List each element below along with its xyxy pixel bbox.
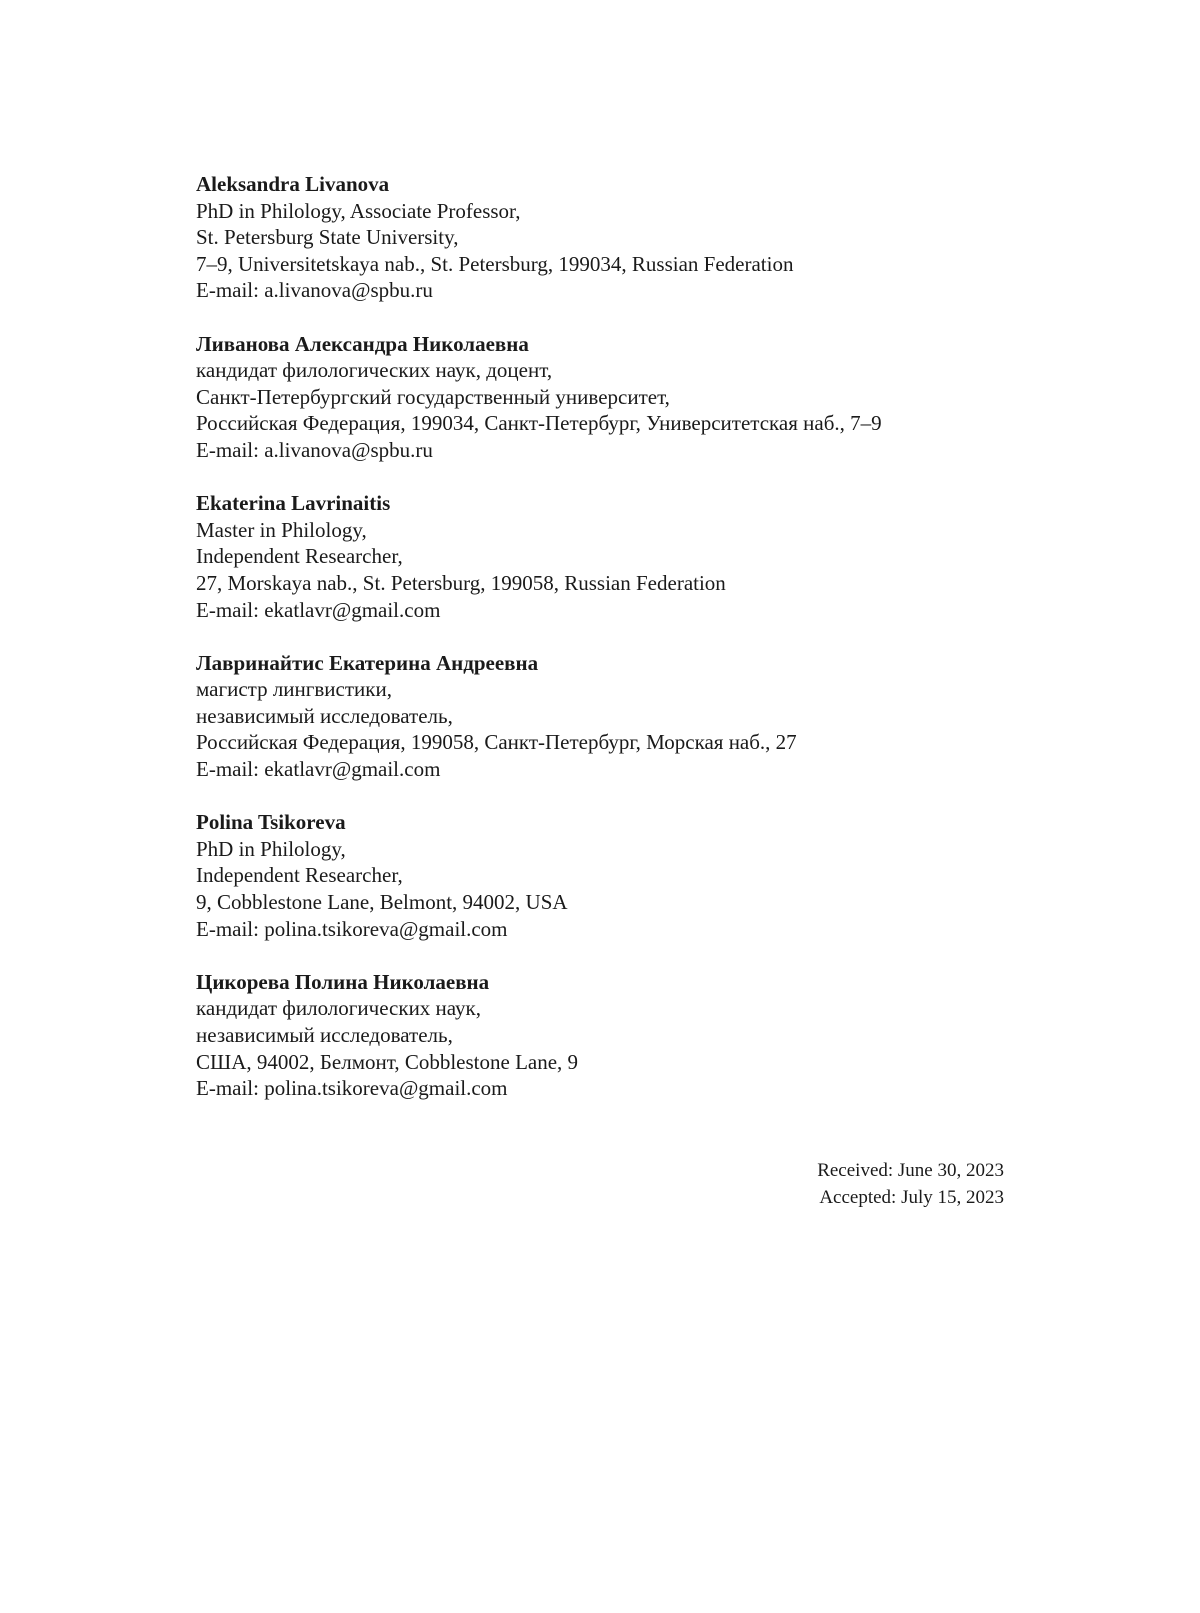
author-email: E-mail: ekatlavr@gmail.com [196,597,441,622]
author-address: 9, Cobblestone Lane, Belmont, 94002, USA [196,890,568,915]
author-list [196,171,1096,1128]
author-degree: PhD in Philology, Associate Professor, [196,198,521,223]
author-email: E-mail: a.livanova@spbu.ru [196,278,433,303]
author-address: 7–9, Universitetskaya nab., St. Petersburg, 199034, Russian Federation [196,251,794,276]
author-name: Aleksandra Livanova [196,172,390,196]
author-name: Ливанова Александра Николаевна [196,331,529,356]
author-email: E-mail: polina.tsikoreva@gmail.com [196,916,508,941]
author-address: Российская Федерация, 199058, Санкт-Петербург, Морская наб., 27 [196,730,797,755]
author-email: E-mail: a.livanova@spbu.ru [196,437,433,462]
author-affiliation: Independent Researcher, [196,863,403,888]
author-block-livanova-ru [196,331,1096,464]
author-email: E-mail: polina.tsikoreva@gmail.com [196,1076,508,1101]
author-block-lavrinaitis-en [196,490,1096,623]
author-degree: Master in Philology, [196,517,367,542]
author-address: США, 94002, Белмонт, Cobblestone Lane, 9 [196,1049,579,1074]
author-address: 27, Morskaya nab., St. Petersburg, 199058, Russian Federation [196,570,726,595]
author-affiliation: Independent Researcher, [196,544,403,569]
author-degree: PhD in Philology, [196,836,346,861]
author-degree: кандидат филологических наук, доцент, [196,358,553,383]
received-date: Received: June 30, 2023 [817,1160,1004,1181]
author-affiliation: независимый исследователь, [196,1023,453,1047]
accepted-date: Accepted: July 15, 2023 [819,1186,1004,1208]
author-email: E-mail: ekatlavr@gmail.com [196,757,441,782]
author-address: Российская Федерация, 199034, Санкт-Петербург, Университетская наб., 7–9 [196,411,882,436]
author-affiliation: St. Petersburg State University, [196,225,459,250]
author-affiliation: независимый исследователь, [196,703,453,728]
author-block-lavrinaitis-ru [196,650,1096,783]
author-name: Ekaterina Lavrinaitis [196,491,391,516]
author-block-tsikoreva-ru [196,969,1096,1102]
author-affiliation: Санкт-Петербургский государственный университет, [196,384,670,409]
author-block-livanova-en [196,171,1096,304]
author-block-tsikoreva-en [196,809,1096,942]
author-name: Polina Tsikoreva [196,810,346,835]
author-degree: кандидат филологических наук, [196,996,481,1021]
submission-dates [817,1158,1004,1211]
author-degree: магистр лингвистики, [196,677,392,702]
author-name: Лавринайтис Екатерина Андреевна [196,650,539,675]
author-name: Цикорева Полина Николаевна [196,969,490,994]
